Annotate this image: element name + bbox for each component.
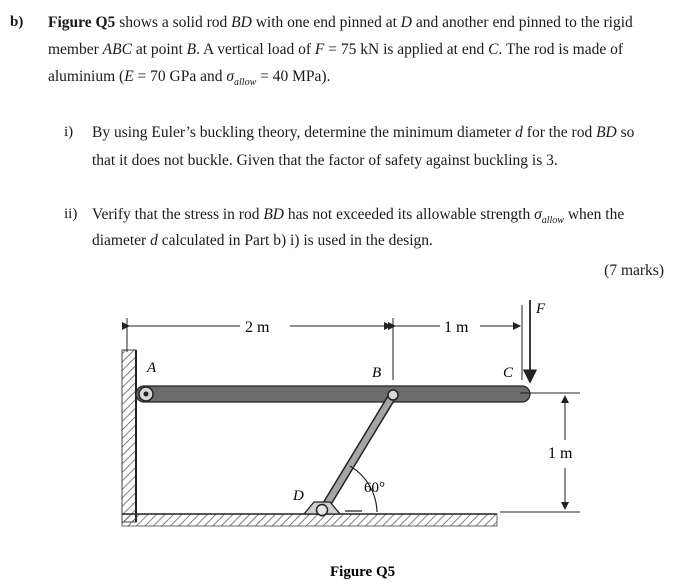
intro-line-2: member ABC at point B. A vertical load of F = 75 kN is applied at end C. The rod is made of	[48, 41, 623, 58]
label-f: F	[536, 301, 546, 317]
label-d: D	[293, 488, 304, 504]
ground	[122, 514, 497, 526]
part-i-line-2: that it does not buckle. Given that the factor of safety against buckling is 3.	[92, 152, 558, 169]
pin-b	[388, 390, 398, 400]
angle-label: 60°	[364, 480, 385, 496]
part-ii-line-2: diameter d calculated in Part b) i) is used in the design.	[92, 232, 433, 249]
figure-caption: Figure Q5	[330, 564, 396, 580]
part-ii-label: ii)	[64, 206, 78, 222]
dim-vert-label: 1 m	[548, 445, 573, 462]
part-ii-line-1: Verify that the stress in rod BD has not exceeded its allowable strength $\sigma_{allow}$ when the	[92, 206, 625, 227]
dim-right-label: 1 m	[444, 319, 469, 336]
dim-left-label: 2 m	[245, 319, 270, 336]
question-label: b)	[10, 14, 24, 30]
marks: (7 marks)	[604, 262, 664, 279]
wall	[122, 350, 136, 522]
label-a: A	[147, 360, 157, 376]
part-i-label: i)	[64, 124, 74, 140]
member-abc	[136, 386, 530, 402]
intro-line-3: aluminium (E = 70 GPa and $\sigma_{allow} = 40$ MPa).	[48, 68, 331, 89]
label-c: C	[503, 365, 514, 381]
label-b: B	[372, 365, 382, 381]
intro-line-1: Figure Q5 shows a solid rod BD with one end pinned at D and another end pinned to the rigid	[48, 14, 633, 31]
part-i-line-1: By using Euler’s buckling theory, determine the minimum diameter d for the rod BD so	[92, 124, 635, 141]
pin-d	[317, 505, 328, 516]
